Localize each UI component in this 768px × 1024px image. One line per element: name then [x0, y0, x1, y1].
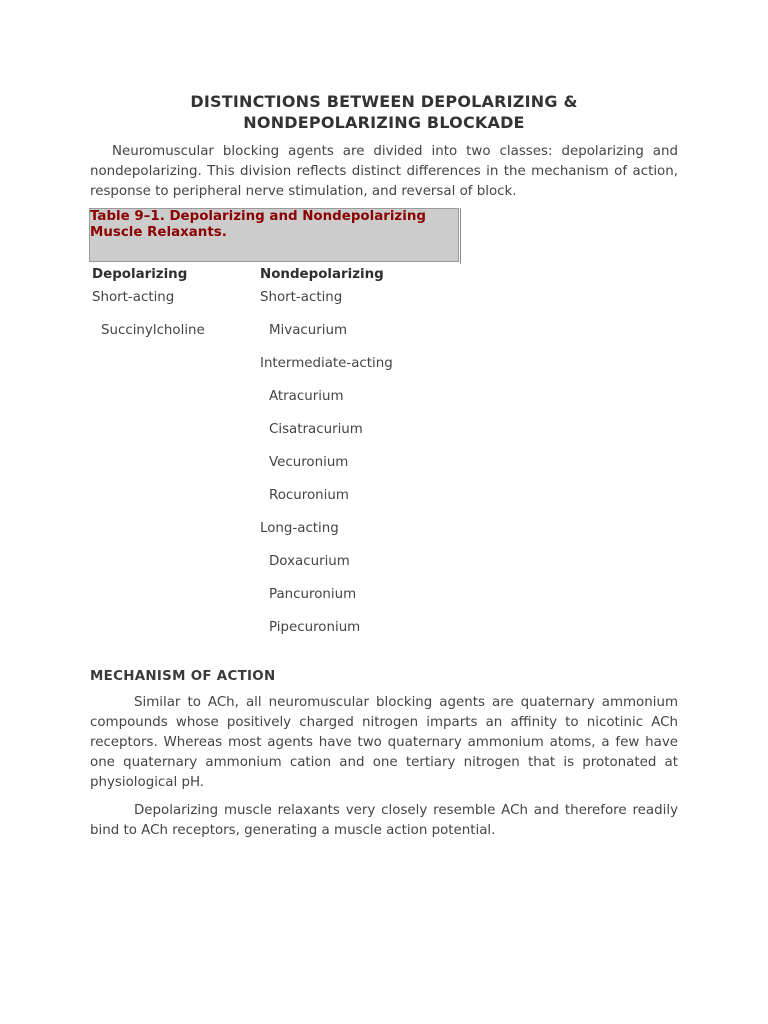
table-cell-nondepolarizing-drug: Cisatracurium: [269, 422, 363, 437]
table-caption-line-2: Muscle Relaxants.: [90, 225, 227, 240]
table-cell-nondepolarizing-category: Intermediate-acting: [260, 356, 393, 371]
table-caption: [90, 209, 458, 241]
table-cell-nondepolarizing-drug: Doxacurium: [269, 554, 350, 569]
column-header-depolarizing: Depolarizing: [92, 267, 188, 282]
table-cell-nondepolarizing-drug: Pipecuronium: [269, 620, 361, 635]
table-cell-nondepolarizing-drug: Vecuronium: [269, 455, 349, 470]
table-caption-line-1: Table 9–1. Depolarizing and Nondepolarizing: [90, 209, 426, 224]
table-cell-nondepolarizing-category: Short-acting: [260, 290, 343, 305]
mechanism-paragraph-1: [90, 693, 678, 793]
table-cell-nondepolarizing-drug: Pancuronium: [269, 587, 357, 602]
page-title: [90, 91, 678, 133]
table-cell-depolarizing-category: Short-acting: [92, 290, 175, 305]
mechanism-paragraph-1-text: Similar to ACh, all neuromuscular blocking agents are quaternary ammonium compounds whose positively charged nitrogen imparts an affinity to nicotinic ACh receptors. Whereas most agents have two quaternary ammonium atoms, a few have one quaternary ammonium cation and one tertiary nitrogen that is protonated at physiological pH.: [90, 695, 678, 790]
table-cell-nondepolarizing-drug: Atracurium: [269, 389, 344, 404]
intro-paragraph: [90, 142, 678, 202]
table-cell-nondepolarizing-drug: Rocuronium: [269, 488, 349, 503]
column-header-nondepolarizing: Nondepolarizing: [260, 267, 384, 282]
section-heading: MECHANISM OF ACTION: [90, 669, 276, 684]
table-divider: [460, 208, 461, 264]
intro-paragraph-text: Neuromuscular blocking agents are divided into two classes: depolarizing and nondepolarizing. This division reflects distinct differences in the mechanism of action, response to peripheral nerve stimulation, and reversal of block.: [90, 144, 678, 199]
title-line-1: DISTINCTIONS BETWEEN DEPOLARIZING &: [190, 92, 578, 111]
mechanism-paragraph-2: [90, 801, 678, 841]
table-cell-nondepolarizing-drug: Mivacurium: [269, 323, 348, 338]
title-line-2: NONDEPOLARIZING BLOCKADE: [243, 113, 525, 132]
mechanism-paragraph-2-text: Depolarizing muscle relaxants very closely resemble ACh and therefore readily bind to ACh receptors, generating a muscle action potential.: [90, 803, 678, 838]
table-cell-depolarizing-drug: Succinylcholine: [101, 323, 205, 338]
table-cell-nondepolarizing-category: Long-acting: [260, 521, 339, 536]
